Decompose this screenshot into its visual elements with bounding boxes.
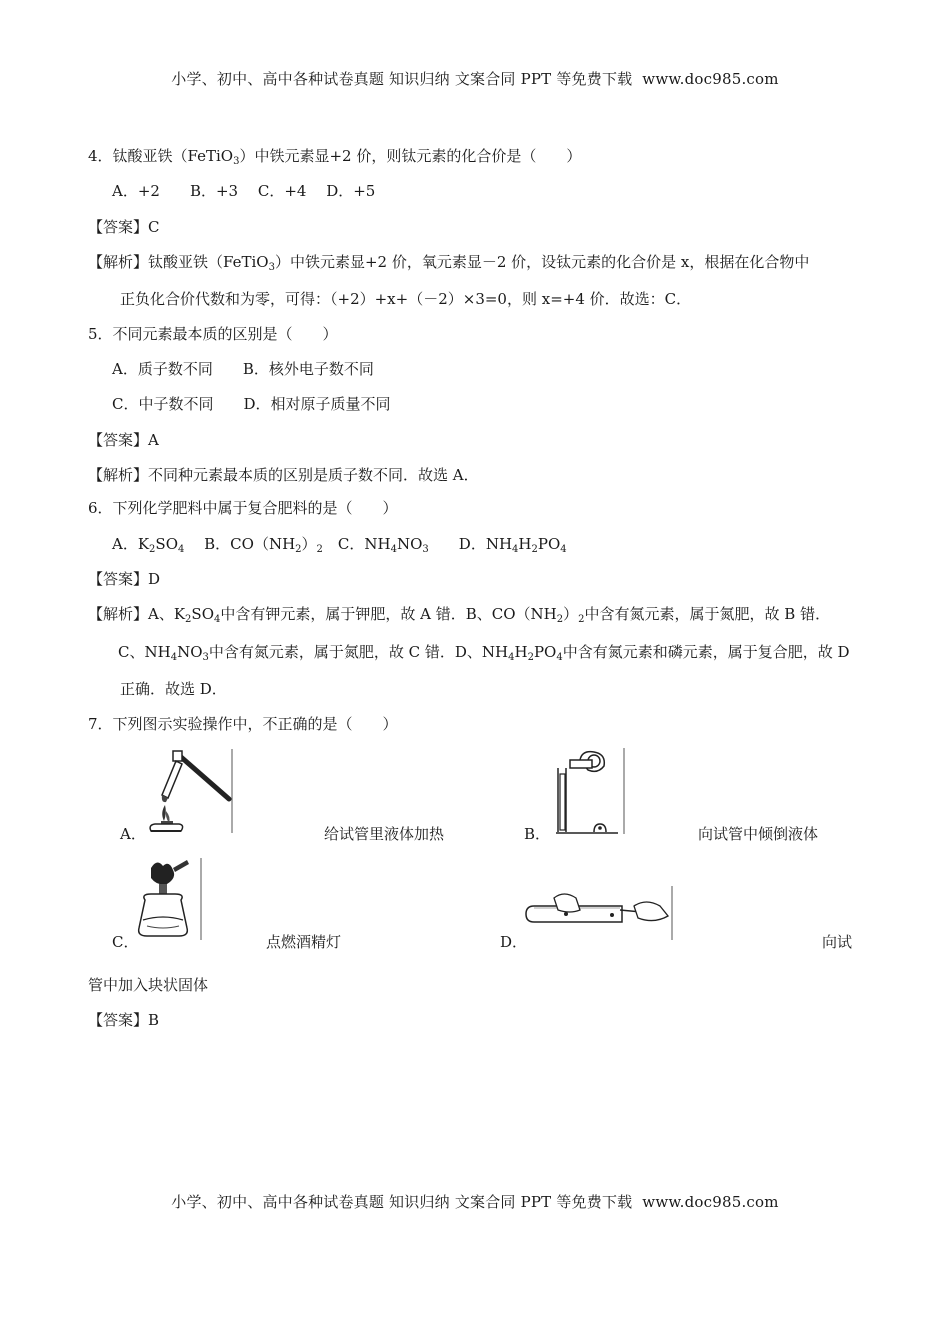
- option-c-label: C．: [112, 933, 139, 951]
- q6-explanation-2: C、$NH_4NO_3$中含有氮元素，属于氮肥，故 C 错．D、$NH_4H_2PO_4$中含有氮元素和磷元素，属于复合肥，故 D: [118, 643, 850, 663]
- option-a-text: 给试管里液体加热: [324, 825, 445, 843]
- q6-options: A．$K_2SO_4$ B．$CO(NH_2)_2$ C．$NH_4NO_3$ D．$NH_4H_2PO_4$: [112, 535, 567, 555]
- q6-stem: 6．下列化学肥料中属于复合肥料的是（ ）: [88, 499, 398, 517]
- q5-explanation: 【解析】不同种元素最本质的区别是质子数不同．故选 A．: [88, 466, 479, 484]
- figure-heating-liquid: [143, 747, 235, 835]
- option-d-text-continued: 管中加入块状固体: [88, 976, 209, 994]
- header-text: 小学、初中、高中各种试卷真题 知识归纳 文案合同 PPT 等免费下载: [171, 70, 633, 88]
- q4-options: A．+2 B．+3 C．+4 D．+5: [112, 182, 376, 200]
- q4-explanation-2: 正负化合价代数和为零，可得：（+2）+x+（－2）×3=0，则 x=+4 价．故选：C．: [120, 290, 692, 308]
- option-d-label: D．: [500, 933, 528, 951]
- q5-stem: 5．不同元素最本质的区别是（ ）: [88, 325, 338, 343]
- page-header: [0, 68, 950, 89]
- figure-adding-solid: [524, 884, 676, 942]
- q6-explanation-3: 正确．故选 D．: [120, 680, 227, 698]
- option-d-text: 向试: [822, 933, 853, 951]
- q5-options-cd: C．中子数不同 D．相对原子质量不同: [112, 395, 391, 413]
- q5-options-ab: A．质子数不同 B．核外电子数不同: [112, 360, 374, 378]
- q5-answer: 【答案】A: [88, 431, 159, 449]
- q4-stem: 4．钛酸亚铁（FeTiO$_3$）中铁元素显+2 价，则钛元素的化合价是（ ）: [88, 147, 582, 167]
- q7-stem: 7．下列图示实验操作中，不正确的是（ ）: [88, 715, 398, 733]
- option-b-label: B．: [524, 825, 551, 843]
- q7-answer: 【答案】B: [88, 1011, 160, 1029]
- option-c-text: 点燃酒精灯: [266, 933, 342, 951]
- q6-explanation-1: 【解析】A、$K_2SO_4$中含有钾元素，属于钾肥，故 A 错．B、$CO(NH_2)_2$中含有氮元素，属于氮肥，故 B 错．: [88, 605, 831, 625]
- header-site: www.doc985.com: [642, 70, 779, 88]
- option-b-text: 向试管中倾倒液体: [698, 825, 819, 843]
- figure-lighting-alcohol-lamp: [133, 856, 205, 942]
- q6-answer: 【答案】D: [88, 570, 161, 588]
- page-footer: [0, 1191, 950, 1212]
- option-a-label: A．: [120, 825, 146, 843]
- footer-text: 小学、初中、高中各种试卷真题 知识归纳 文案合同 PPT 等免费下载: [171, 1193, 633, 1211]
- figure-pouring-liquid: [548, 746, 628, 836]
- q4-answer: 【答案】C: [88, 218, 160, 236]
- footer-site: www.doc985.com: [642, 1193, 779, 1211]
- q4-explanation-1: 【解析】钛酸亚铁（FeTiO$_3$）中铁元素显+2 价，氧元素显－2 价，设钛元素的化合价是 x，根据在化合物中: [88, 253, 810, 273]
